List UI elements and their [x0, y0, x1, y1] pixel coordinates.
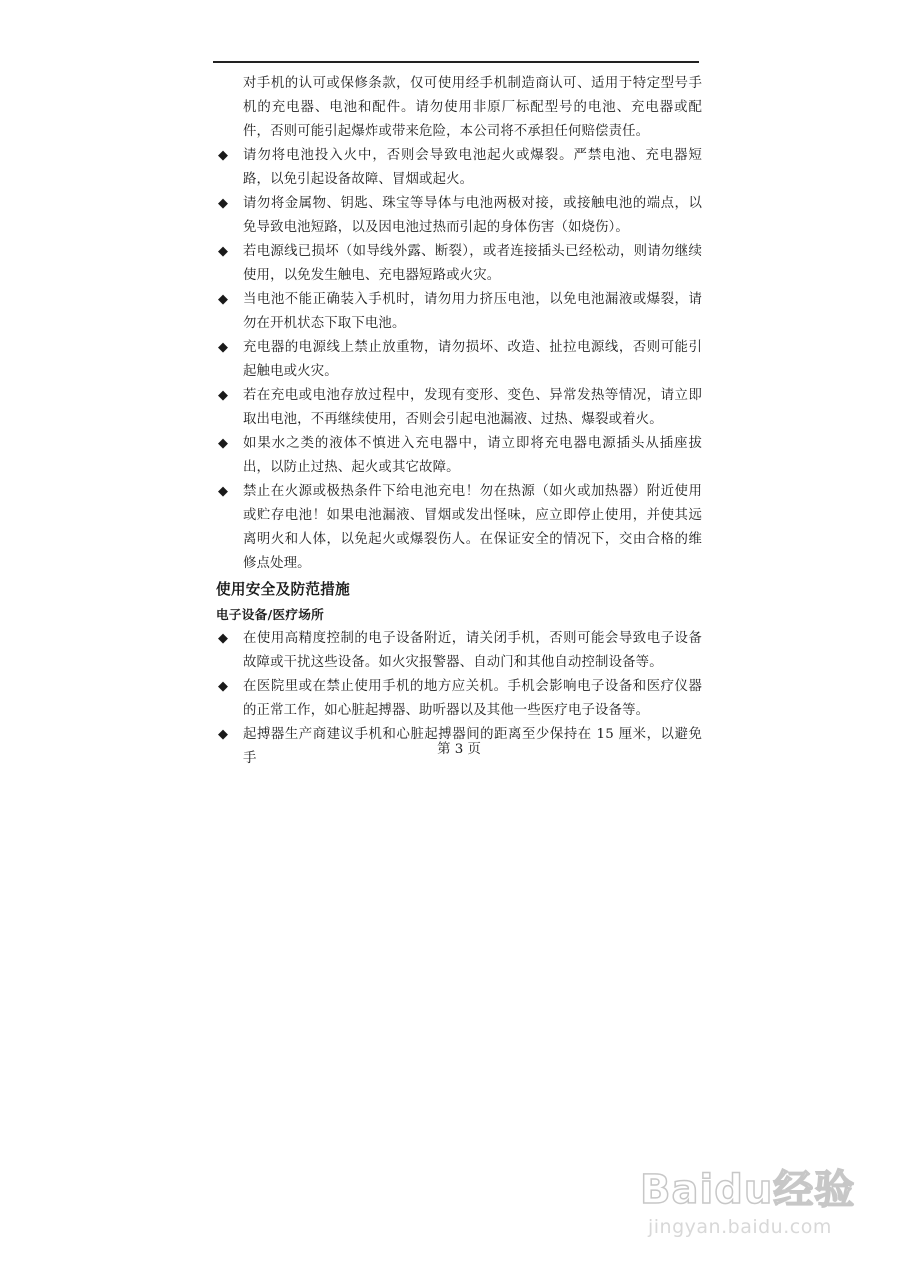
watermark-brand: Baidu经验 — [640, 1167, 856, 1213]
list-item: ◆ 当电池不能正确装入手机时，请勿用力挤压电池，以免电池漏液或爆裂，请勿在开机状态下取下电池。 — [216, 288, 702, 336]
list-item: ◆ 在医院里或在禁止使用手机的地方应关机。手机会影响电子设备和医疗仪器的正常工作，如心脏起搏器、助听器以及其他一些医疗电子设备等。 — [216, 675, 702, 723]
diamond-bullet-icon: ◆ — [218, 340, 229, 355]
page-number: 第 3 页 — [437, 742, 481, 757]
diamond-bullet-icon: ◆ — [218, 679, 229, 694]
diamond-bullet-icon: ◆ — [218, 436, 229, 451]
page-body — [216, 72, 702, 771]
diamond-bullet-icon: ◆ — [218, 148, 229, 163]
list-item: ◆ 起搏器生产商建议手机和心脏起搏器间的距离至少保持在 15 厘米，以避免手 — [216, 723, 702, 771]
diamond-bullet-icon: ◆ — [218, 292, 229, 307]
list-item: ◆ 在使用高精度控制的电子设备附近，请关闭手机，否则可能会导致电子设备故障或干扰这些设备。如火灾报警器、自动门和其他自动控制设备等。 — [216, 627, 702, 675]
list-item: ◆ 请勿将金属物、钥匙、珠宝等导体与电池两极对接，或接触电池的端点，以免导致电池短路，以及因电池过热而引起的身体伤害（如烧伤）。 — [216, 192, 702, 240]
baidu-jingyan-watermark — [640, 1140, 880, 1250]
subsection-title: 电子设备/医疗场所 — [216, 607, 325, 622]
diamond-bullet-icon: ◆ — [218, 484, 229, 499]
list-item: ◆ 若电源线已损坏（如导线外露、断裂），或者连接插头已经松动，则请勿继续使用，以免发生触电、充电器短路或火灾。 — [216, 240, 702, 288]
watermark-url: jingyan.baidu.com — [648, 1216, 832, 1238]
diamond-bullet-icon: ◆ — [218, 196, 229, 211]
diamond-bullet-icon: ◆ — [218, 244, 229, 259]
list-item: ◆ 请勿将电池投入火中，否则会导致电池起火或爆裂。严禁电池、充电器短路，以免引起设备故障、冒烟或起火。 — [216, 144, 702, 192]
header-rule — [213, 61, 699, 63]
diamond-bullet-icon: ◆ — [218, 631, 229, 646]
list-item: ◆ 若在充电或电池存放过程中，发现有变形、变色、异常发热等情况，请立即取出电池，不再继续使用，否则会引起电池漏液、过热、爆裂或着火。 — [216, 384, 702, 432]
diamond-bullet-icon: ◆ — [218, 388, 229, 403]
battery-safety-list — [216, 144, 702, 576]
intro-paragraph: 对手机的认可或保修条款，仅可使用经手机制造商认可、适用于特定型号手机的充电器、电池和配件。请勿使用非原厂标配型号的电池、充电器或配件，否则可能引起爆炸或带来危险，本公司将不承担任何赔偿责任。 — [243, 76, 702, 139]
list-item: ◆ 充电器的电源线上禁止放重物，请勿损坏、改造、扯拉电源线，否则可能引起触电或火灾。 — [216, 336, 702, 384]
diamond-bullet-icon: ◆ — [218, 727, 229, 742]
list-item: ◆ 禁止在火源或极热条件下给电池充电！勿在热源（如火或加热器）附近使用或贮存电池！如果电池漏液、冒烟或发出怪味，应立即停止使用，并使其远离明火和人体，以免起火或爆裂伤人。在保证安全的情况下，交由合格的维修点处理。 — [216, 480, 702, 576]
list-item: ◆ 如果水之类的液体不慎进入充电器中，请立即将充电器电源插头从插座拔出，以防止过热、起火或其它故障。 — [216, 432, 702, 480]
section-title: 使用安全及防范措施 — [216, 581, 351, 598]
